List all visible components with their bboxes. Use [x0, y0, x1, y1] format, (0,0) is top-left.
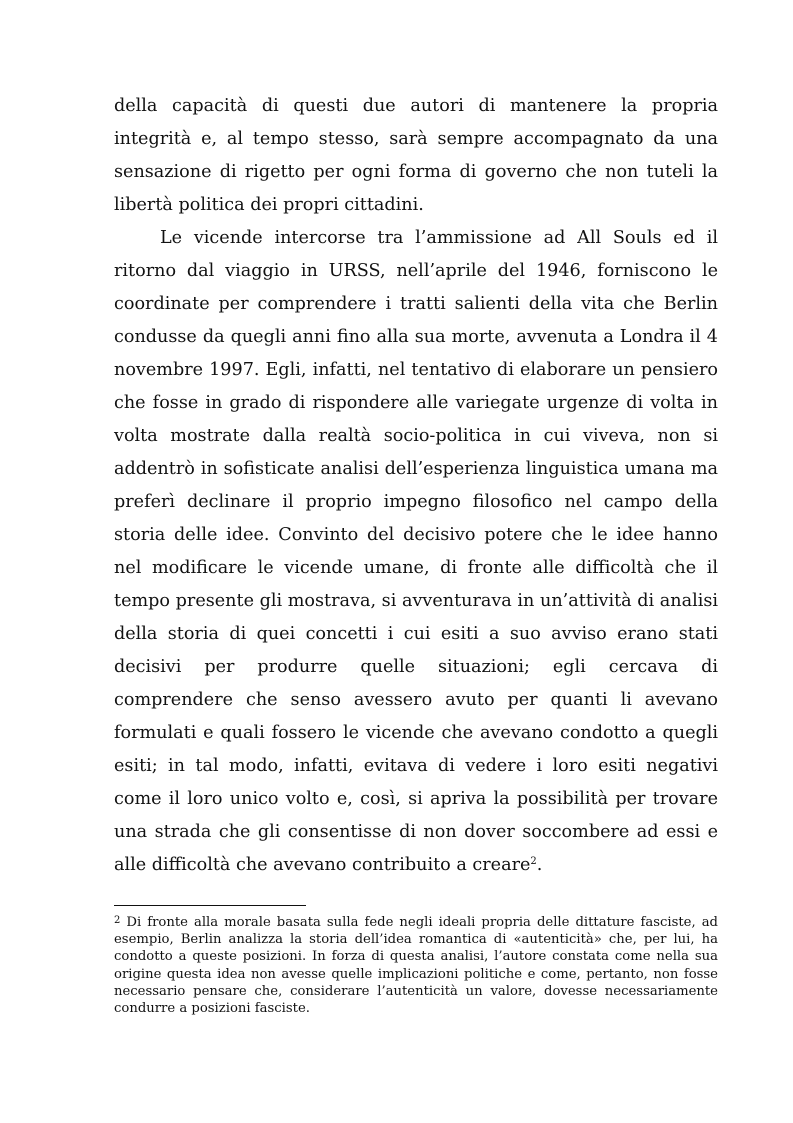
footnote-number: 2 — [114, 915, 121, 926]
paragraph-end-punctuation: . — [536, 855, 543, 875]
footnote-text: Di fronte alla morale basata sulla fede negli ideali propria delle dittature fasciste, ad esempio, Berlin analizza la storia dell’idea romantica di «autenticità» che, per lui, ha condotto a queste posizioni. In forza di questa analisi, l’autore constata come nella sua origine questa idea non avesse quelle implicazioni politiche e come, pertanto, non fosse necessario pensare che, considerare l’autenticità un valore, dovesse necessariamente condurre a posizioni fasciste. — [114, 915, 718, 1017]
body-text — [114, 90, 718, 882]
footnote-reference[interactable]: 2 — [530, 856, 537, 867]
paragraph-text: Le vicende intercorse tra l’ammissione ad All Souls ed il ritorno dal viaggio in URSS, nell’aprile del 1946, forniscono le coordinate per comprendere i tratti salienti della vita che Berlin condusse da quegli anni fino alla sua morte, avvenuta a Londra il 4 novembre 1997. Egli, infatti, nel tentativo di elaborare un pensiero che fosse in grado di rispondere alle variegate urgenze di volta in volta mostrate dalla realtà socio-politica in cui viveva, non si addentrò in sofisticate analisi dell’esperienza linguistica umana ma preferì declinare il proprio impegno filosofico nel campo della storia delle idee. Convinto del decisivo potere che le idee hanno nel modificare le vicende umane, di fronte alle difficoltà che il tempo presente gli mostrava, si avventurava in un’attività di analisi della storia di quei concetti i cui esiti a suo avviso erano stati decisivi per produrre quelle situazioni; egli cercava di comprendere che senso avessero avuto per quanti li avevano formulati e quali fossero le vicende che avevano condotto a quegli esiti; in tal modo, infatti, evitava di vedere i loro esiti negativi come il loro unico volto e, così, si apriva la possibilità per trovare una strada che gli consentisse di non dover soccombere ad essi e alle difficoltà che avevano contribuito a creare — [114, 228, 718, 875]
paragraph-berlin-biography — [114, 222, 718, 882]
paragraph-continuation: della capacità di questi due autori di mantenere la propria integrità e, al tempo stesso, sarà sempre accompagnato da una sensazione di rigetto per ogni forma di governo che non tuteli la libertà politica dei propri cittadini. — [114, 96, 718, 215]
footnote-separator — [114, 905, 306, 906]
footnote — [114, 914, 718, 1017]
